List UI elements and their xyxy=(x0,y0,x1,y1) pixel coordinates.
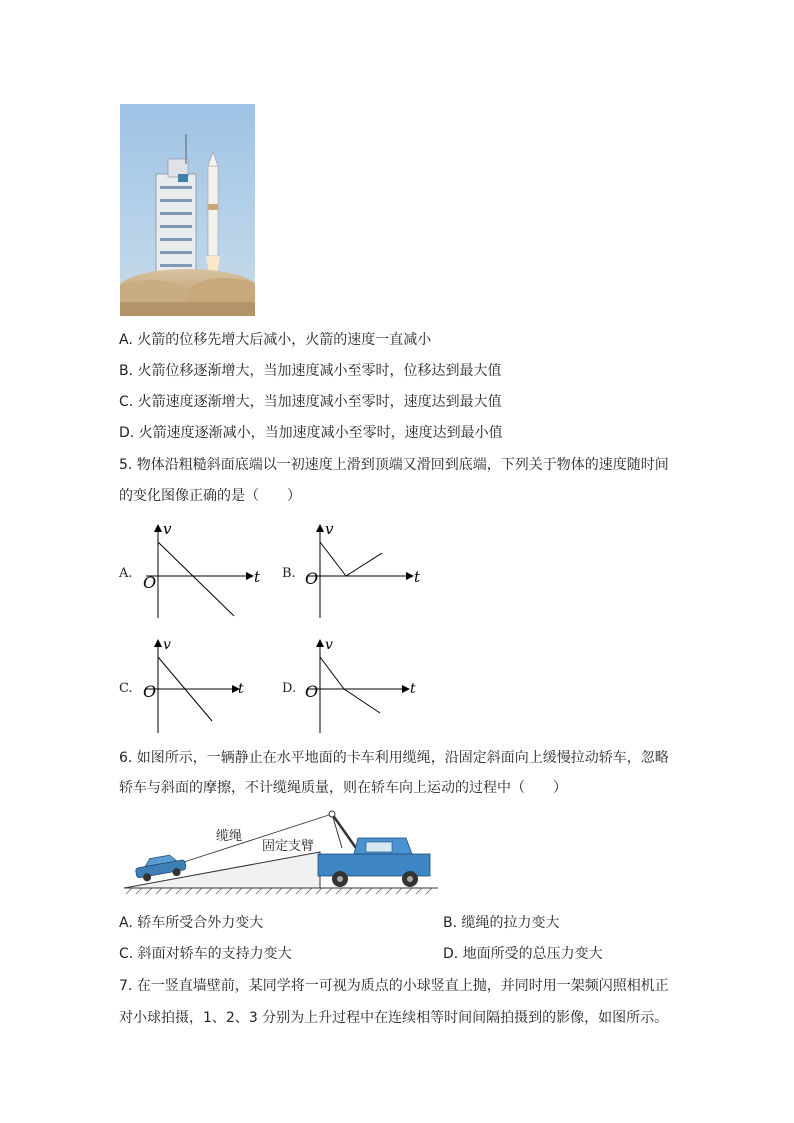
truck-incline-figure xyxy=(120,808,440,898)
axis-v-label: v xyxy=(325,637,333,653)
q5-option-b-label: B. xyxy=(282,566,296,581)
q5-stem-line1: 5. 物体沿粗糙斜面底端以一初速度上滑到顶端又滑回到底端，下列关于物体的速度随时间 xyxy=(119,457,669,473)
axis-t-label: t xyxy=(238,681,244,697)
q5-option-d-label: D. xyxy=(282,681,297,696)
q4-option-b: B. 火箭位移逐渐增大，当加速度减小至零时，位移达到最大值 xyxy=(119,363,502,379)
q6-option-b: B. 缆绳的拉力变大 xyxy=(443,915,560,931)
q6-stem-line2: 轿车与斜面的摩擦，不计缆绳质量，则在轿车向上运动的过程中（ ） xyxy=(119,780,567,796)
axis-v-label: v xyxy=(163,637,171,653)
q5-graph-c xyxy=(138,635,253,735)
q5-option-c-label: C. xyxy=(119,681,133,696)
q7-stem-line1: 7. 在一竖直墙壁前，某同学将一可视为质点的小球竖直上抛，并同时用一架频闪照相机正 xyxy=(119,978,669,994)
q4-option-a: A. 火箭的位移先增大后减小，火箭的速度一直减小 xyxy=(119,332,432,348)
q5-stem-line2: 的变化图像正确的是（ ） xyxy=(119,488,301,504)
q5-option-a-label: A. xyxy=(119,566,133,581)
q7-stem-line2: 对小球拍摄，1、2、3 分别为上升过程中在连续相等时间间隔拍摄到的影像，如图所示。 xyxy=(119,1010,669,1026)
support-arm-label: 固定支臂 xyxy=(262,839,315,854)
rocket-launch-photo xyxy=(120,104,255,316)
q5-graph-b xyxy=(300,520,430,620)
axis-v-label: v xyxy=(163,520,172,538)
origin-label: O xyxy=(143,573,157,592)
origin-label: O xyxy=(305,682,319,701)
q5-graph-d xyxy=(300,635,420,735)
q4-option-d: D. 火箭速度逐渐减小，当加速度减小至零时，速度达到最小值 xyxy=(119,425,503,441)
q4-option-c: C. 火箭速度逐渐增大，当加速度减小至零时，速度达到最大值 xyxy=(119,394,502,410)
axis-t-label: t xyxy=(414,568,421,586)
axis-v-label: v xyxy=(325,520,334,538)
q6-stem-line1: 6. 如图所示，一辆静止在水平地面的卡车利用缆绳，沿固定斜面向上缓慢拉动轿车，忽略 xyxy=(119,750,669,766)
origin-label: O xyxy=(305,569,319,588)
q6-option-d: D. 地面所受的总压力变大 xyxy=(443,946,603,962)
axis-t-label: t xyxy=(410,681,416,697)
origin-label: O xyxy=(143,682,157,701)
cable-label: 缆绳 xyxy=(216,829,243,844)
axis-t-label: t xyxy=(254,568,261,586)
q6-option-a: A. 轿车所受合外力变大 xyxy=(119,915,264,931)
q6-option-c: C. 斜面对轿车的支持力变大 xyxy=(119,946,292,962)
q5-graph-a xyxy=(138,520,268,620)
